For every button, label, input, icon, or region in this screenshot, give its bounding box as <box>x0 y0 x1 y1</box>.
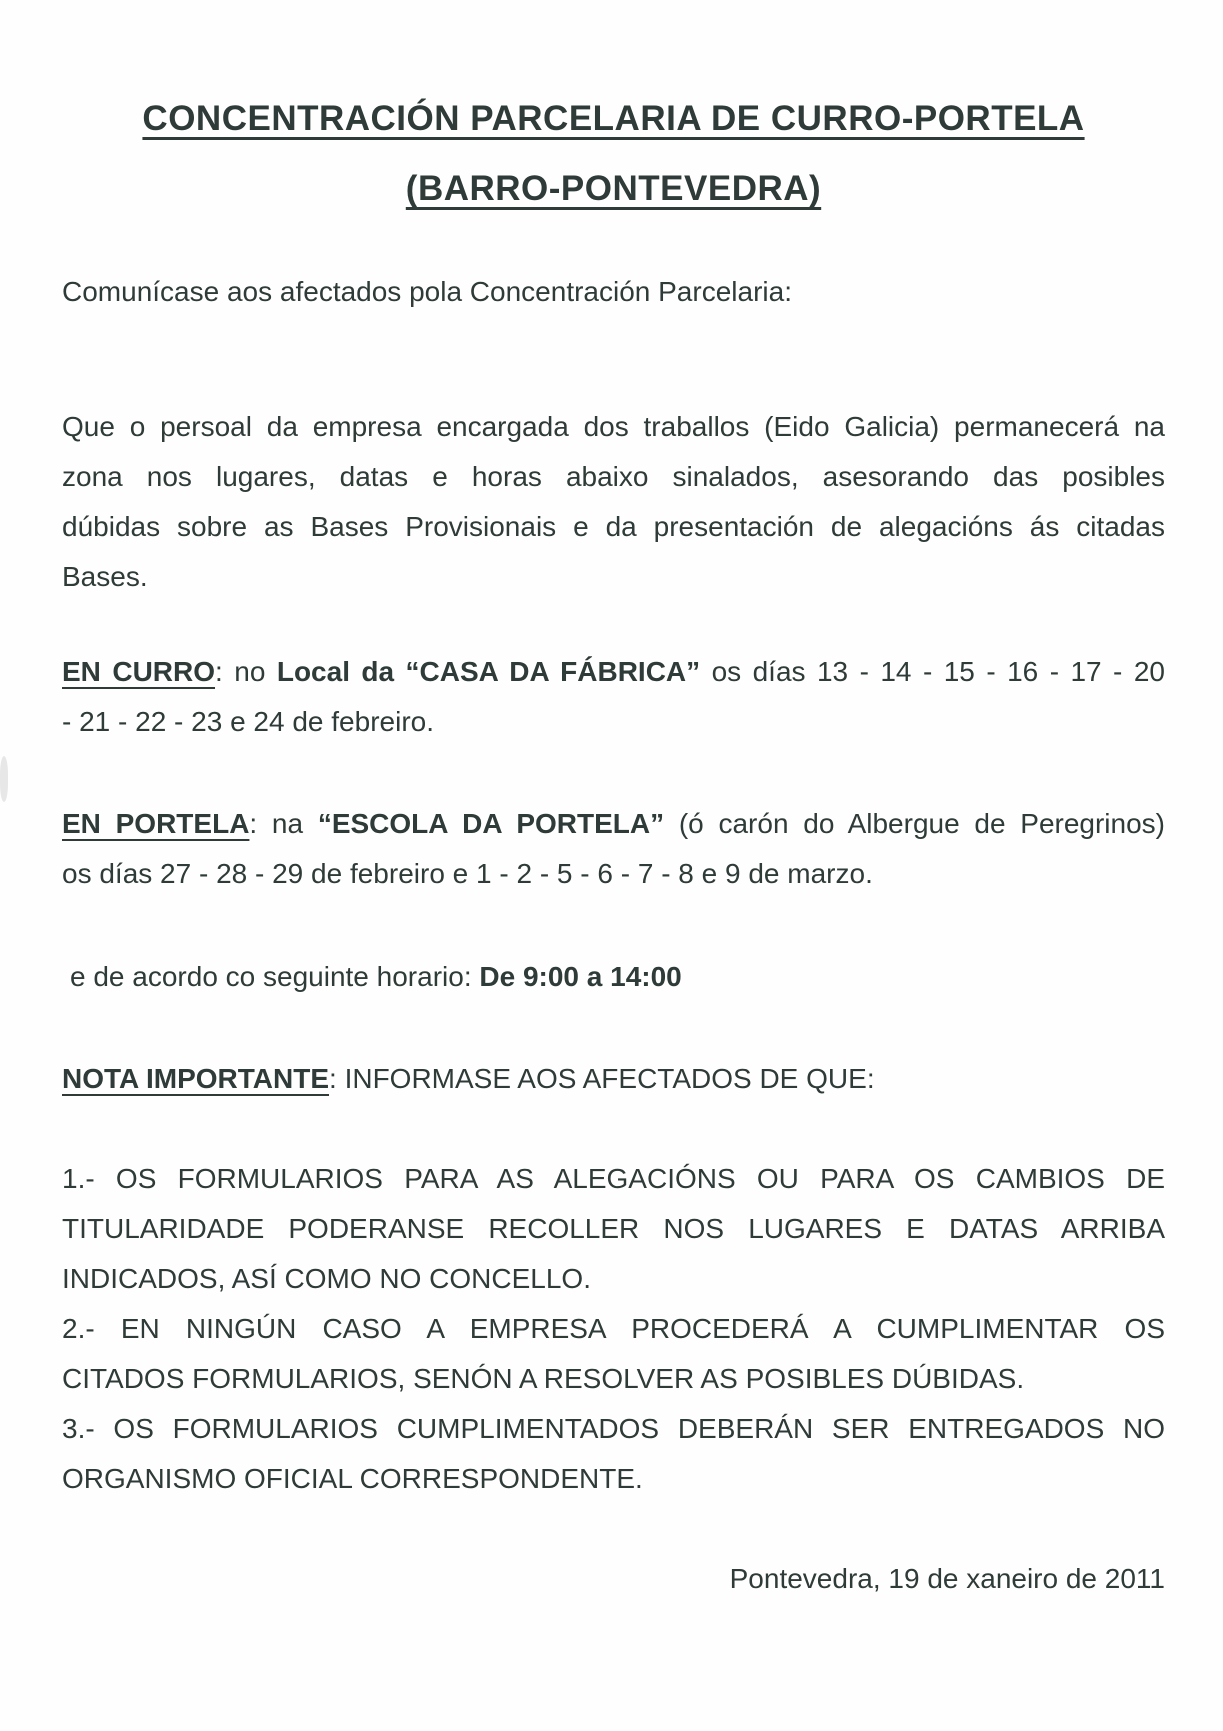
curro-label: EN CURRO <box>62 656 216 687</box>
paragraph-line: Que o persoal da empresa encargada dos traballos (Eido Galicia) permanecerá na <box>62 411 1165 442</box>
scan-artifact <box>0 756 8 802</box>
item-line: 1.- OS FORMULARIOS PARA AS ALEGACIÓNS OU PARA OS CAMBIOS DE <box>62 1163 1165 1194</box>
portela-line-1 <box>62 799 1165 849</box>
item-line: 2.- EN NINGÚN CASO A EMPRESA PROCEDERÁ A CUMPLIMENTAR OS <box>62 1313 1165 1344</box>
portela-place-detail: (ó carón do Albergue de Peregrinos) <box>664 808 1165 839</box>
paragraph-line: zona nos lugares, datas e horas abaixo sinalados, asesorando das posibles <box>62 461 1165 492</box>
curro-place-name: Local da “CASA DA FÁBRICA” <box>276 656 701 687</box>
curro-line-1 <box>62 647 1165 697</box>
note-label: NOTA IMPORTANTE <box>62 1063 330 1094</box>
portela-line-2: os días 27 - 28 - 29 de febreiro e 1 - 2 - 5 - 6 - 7 - 8 e 9 de marzo. <box>62 858 873 889</box>
document-title <box>62 84 1165 224</box>
page-title-line-1: CONCENTRACIÓN PARCELARIA DE CURRO-PORTELA <box>142 99 1085 138</box>
item-line: INDICADOS, ASÍ COMO NO CONCELLO. <box>62 1263 591 1294</box>
paragraph-line: Bases. <box>62 561 148 592</box>
curro-dates: os días 13 - 14 - 15 - 16 - 17 - 20 <box>700 656 1165 687</box>
page-title-line-2: (BARRO-PONTEVEDRA) <box>405 169 822 208</box>
important-note <box>62 1054 1165 1104</box>
item-line: CITADOS FORMULARIOS, SENÓN A RESOLVER AS POSIBLES DÚBIDAS. <box>62 1363 1025 1394</box>
curro-line-2: - 21 - 22 - 23 e 24 de febreiro. <box>62 706 434 737</box>
portela-place-name: “ESCOLA DA PORTELA” <box>317 808 665 839</box>
portela-connector: : na <box>249 808 318 839</box>
section-portela <box>62 799 1165 899</box>
schedule-text: e de acordo co seguinte horario: <box>70 961 480 992</box>
body-paragraph <box>62 402 1165 602</box>
intro-text: Comunícase aos afectados pola Concentración Parcelaria: <box>62 276 792 307</box>
schedule-hours: De 9:00 a 14:00 <box>479 961 682 992</box>
curro-connector: : no <box>215 656 277 687</box>
schedule-line <box>62 952 1165 1002</box>
portela-label: EN PORTELA <box>62 808 250 839</box>
section-curro <box>62 647 1165 747</box>
intro-paragraph <box>62 267 1165 317</box>
numbered-items <box>62 1154 1165 1504</box>
item-line: TITULARIDADE PODERANSE RECOLLER NOS LUGARES E DATAS ARRIBA <box>62 1213 1165 1244</box>
date-text: Pontevedra, 19 de xaneiro de 2011 <box>729 1563 1165 1594</box>
date-line <box>62 1554 1165 1604</box>
note-text: : INFORMASE AOS AFECTADOS DE QUE: <box>329 1063 875 1094</box>
paragraph-line: dúbidas sobre as Bases Provisionais e da presentación de alegacións ás citadas <box>62 511 1165 542</box>
item-line: ORGANISMO OFICIAL CORRESPONDENTE. <box>62 1463 643 1494</box>
item-line: 3.- OS FORMULARIOS CUMPLIMENTADOS DEBERÁN SER ENTREGADOS NO <box>62 1413 1165 1444</box>
